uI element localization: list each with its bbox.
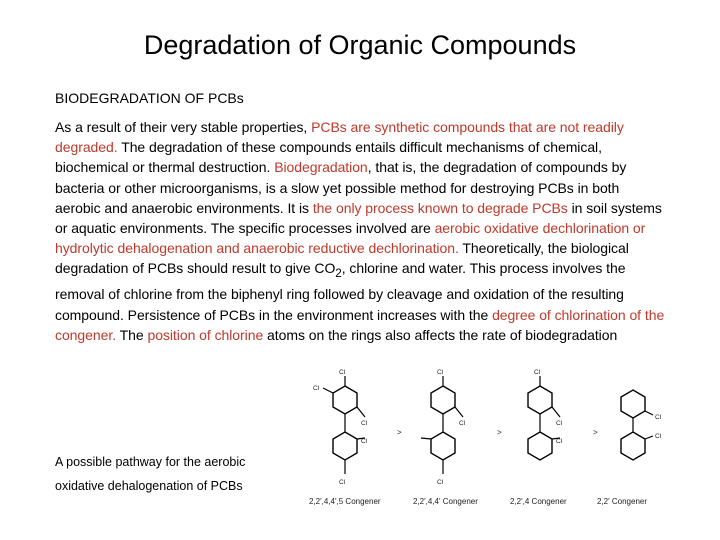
cl-atom-label: Cl (655, 433, 662, 440)
pcb-degradation-pathway-diagram (305, 362, 675, 512)
pathway-arrow: > (497, 428, 502, 437)
cl-atom-label: Cl (556, 420, 563, 427)
cl-atom-label: Cl (313, 385, 320, 392)
figure-caption-line-2: oxidative dehalogenation of PCBs (55, 479, 243, 493)
body-text: The (116, 326, 148, 343)
body-text: , chlorine and water. This process involves the removal of chlorine from the biphenyl ring followed by cleavage and oxidation of the resulting compound. Persistence of PCBs in the environment increases with the (55, 260, 626, 323)
cl-atom-label: Cl (556, 438, 563, 445)
subscript-text: 2 (335, 267, 342, 281)
body-text: Theoretically, the biological degradation of PCBs should result to give CO (55, 240, 629, 277)
molecule-2-2-4 (510, 369, 567, 506)
body-text: atoms on the rings also affects the rate of biodegradation (263, 326, 618, 343)
highlighted-text: Biodegradation (274, 159, 368, 176)
highlighted-text: position of chlorine (147, 326, 264, 343)
pathway-arrow: > (397, 428, 402, 437)
molecule-2-2-4-4 (413, 369, 478, 506)
body-paragraph (55, 117, 665, 345)
highlighted-text: aerobic oxidative dechlorination or hydrolytic dehalogenation and anaerobic reductive dechlorination. (55, 220, 646, 257)
cl-atom-label: Cl (459, 420, 466, 427)
slide-title: Degradation of Organic Compounds (143, 30, 577, 60)
cl-atom-label: Cl (339, 479, 346, 486)
body-text: The degradation of these compounds entails difficult mechanisms of chemical, biochemical or thermal destruction. (55, 139, 602, 176)
congener-label: 2,2',4,4',5 Congener (309, 497, 381, 506)
body-text: in soil systems or aquatic environments. The specific processes involved are (55, 199, 662, 237)
cl-atom-label: Cl (339, 369, 346, 376)
cl-atom-label: Cl (437, 369, 444, 376)
highlighted-text: degree of chlorination of the congener. (55, 306, 665, 343)
congener-label: 2,2',4 Congener (510, 497, 567, 506)
molecule-2-2 (597, 390, 662, 506)
cl-atom-label: Cl (361, 438, 368, 445)
body-text: As a result of their very stable properties, (55, 119, 312, 135)
congener-label: 2,2' Congener (597, 497, 648, 506)
highlighted-text: the only process known to degrade PCBs (312, 199, 568, 216)
pathway-arrow: > (593, 428, 598, 437)
figure-caption-line-1: A possible pathway for the aerobic (55, 455, 246, 469)
highlighted-text: PCBs are synthetic compounds that are not readily degraded. (55, 119, 624, 156)
cl-atom-label: Cl (437, 479, 444, 486)
section-heading: BIODEGRADATION OF PCBs (55, 90, 244, 106)
body-text: , that is, the degradation of compounds by bacteria or other microorganisms, is a slow yet possible method for destroying PCBs in both aerobic and anaerobic environments. It is (55, 159, 627, 216)
cl-atom-label: Cl (655, 414, 662, 421)
congener-label: 2,2',4,4' Congener (413, 497, 478, 506)
molecule-2-2-4-4-5 (309, 369, 381, 506)
cl-atom-label: Cl (534, 369, 541, 376)
cl-atom-label: Cl (361, 420, 368, 427)
